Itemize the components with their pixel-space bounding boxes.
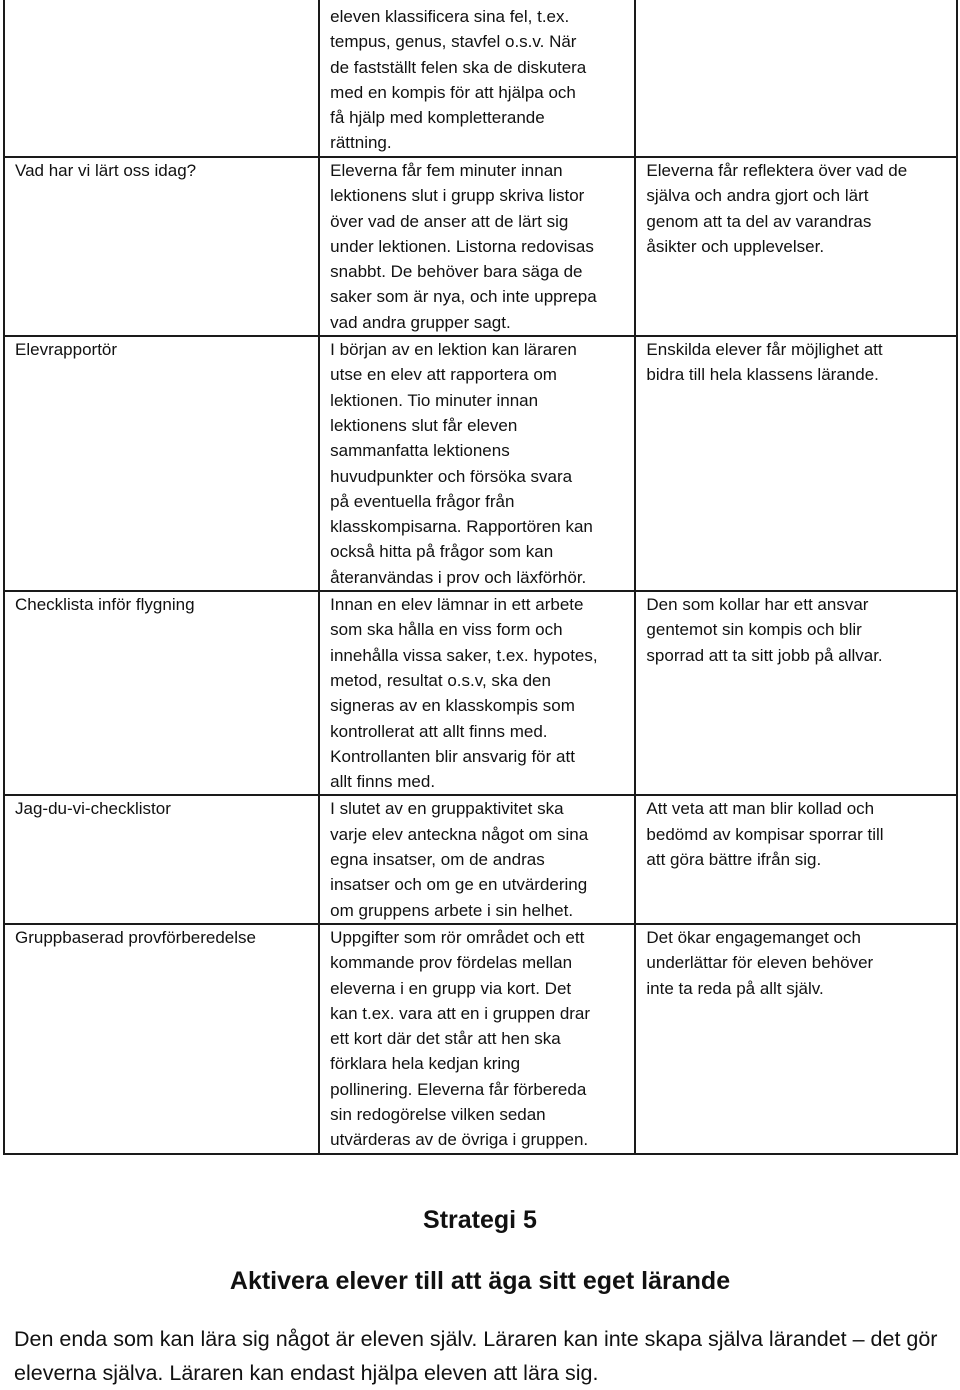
strategy-description-cell: Innan en elev lämnar in ett arbete som ska hålla en viss form och innehålla vissa saker, t.ex. hypotes, metod, resultat o.s.v, ska den signeras av en klasskompis som kontrollerat att allt finns med. Kontrollanten blir ansvarig för att allt finns med. bbox=[319, 591, 635, 795]
strategy-benefit-cell: Enskilda elever får möjlighet att bidra till hela klassens lärande. bbox=[635, 336, 957, 591]
strategy-benefit-cell: Den som kollar har ett ansvar gentemot sin kompis och blir sporrad att ta sitt jobb på allvar. bbox=[635, 591, 957, 795]
strategy-name-cell: Gruppbaserad provförberedelse bbox=[4, 924, 319, 1154]
strategy-benefit-cell: Att veta att man blir kollad och bedömd av kompisar sporrar till att göra bättre ifrån sig. bbox=[635, 795, 957, 923]
table-row bbox=[4, 795, 957, 923]
strategy-name-cell: Elevrapportör bbox=[4, 336, 319, 591]
table-row bbox=[4, 591, 957, 795]
strategy-benefit-cell: Det ökar engagemanget och underlättar för eleven behöver inte ta reda på allt själv. bbox=[635, 924, 957, 1154]
strategy-description-cell: I slutet av en gruppaktivitet ska varje elev anteckna något om sina egna insatser, om de andras insatser och om ge en utvärdering om gruppens arbete i sin helhet. bbox=[319, 795, 635, 923]
strategy-description-cell: eleven klassificera sina fel, t.ex. tempus, genus, stavfel o.s.v. När de fastställt felen ska de diskutera med en kompis för att hjälpa och få hjälp med kompletterande rättning. bbox=[319, 0, 635, 157]
strategy-name-cell bbox=[4, 0, 319, 157]
strategy-description-cell: I början av en lektion kan läraren utse en elev att rapportera om lektionen. Tio minuter innan lektionens slut får eleven sammanfatta lektionens huvudpunkter och försöka svara på eventuella frågor från klasskompisarna. Rapportören kan också hitta på frågor som kan återanvändas i prov och läxförhör. bbox=[319, 336, 635, 591]
intro-paragraph: Den enda som kan lära sig något är eleven själv. Läraren kan inte skapa själva lärandet – det gör eleverna själva. Läraren kan endast hjälpa eleven att lära sig. bbox=[14, 1327, 938, 1385]
table-row bbox=[4, 0, 957, 157]
strategy-name-cell: Jag-du-vi-checklistor bbox=[4, 795, 319, 923]
strategy-name-cell: Vad har vi lärt oss idag? bbox=[4, 157, 319, 336]
strategy-name-cell: Checklista inför flygning bbox=[4, 591, 319, 795]
main-heading: Aktivera elever till att äga sitt eget lärande bbox=[229, 1267, 731, 1295]
strategy-benefit-cell: Eleverna får reflektera över vad de själva och andra gjort och lärt genom att ta del av varandras åsikter och upplevelser. bbox=[635, 157, 957, 336]
strategy-benefit-cell bbox=[635, 0, 957, 157]
table-row bbox=[4, 924, 957, 1154]
strategy-heading: Strategi 5 bbox=[423, 1206, 537, 1234]
table-row bbox=[4, 336, 957, 591]
strategy-description-cell: Eleverna får fem minuter innan lektionens slut i grupp skriva listor över vad de anser att de lärt sig under lektionen. Listorna redovisas snabbt. De behöver bara säga de saker som är nya, och inte upprepa vad andra grupper sagt. bbox=[319, 157, 635, 336]
strategy-table bbox=[3, 0, 958, 1155]
strategy-description-cell: Uppgifter som rör området och ett kommande prov fördelas mellan eleverna i en grupp via kort. Det kan t.ex. vara att en i gruppen drar ett kort där det står att hen ska förklara hela kedjan kring pollinering. Eleverna får förbereda sin redogörelse vilken sedan utvärderas av de övriga i gruppen. bbox=[319, 924, 635, 1154]
table-row bbox=[4, 157, 957, 336]
